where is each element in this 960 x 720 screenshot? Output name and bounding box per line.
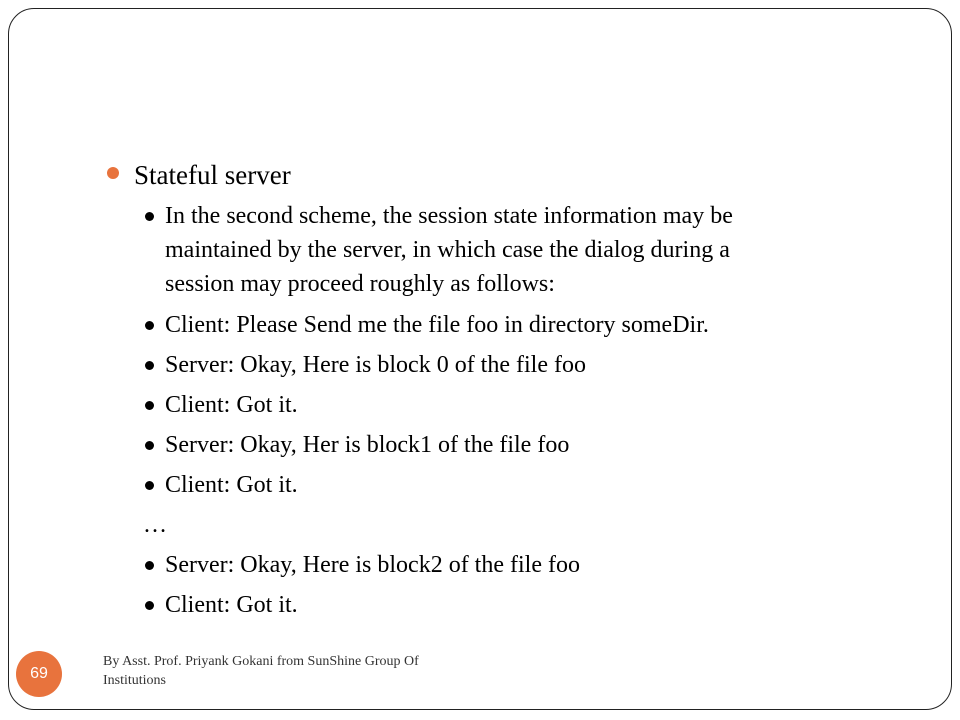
- bullet-icon: [145, 212, 154, 221]
- bullet-icon: [107, 167, 119, 179]
- ellipsis-item: …: [143, 512, 167, 538]
- list-item: Client: Got it.: [165, 592, 298, 618]
- bullet-icon: [145, 481, 154, 490]
- footer-credit: [103, 652, 523, 690]
- footer-credit-line: By Asst. Prof. Priyank Gokani from SunShine Group Of: [103, 654, 419, 669]
- bullet-icon: [145, 561, 154, 570]
- bullet-icon: [145, 441, 154, 450]
- list-item: Client: Please Send me the file foo in directory someDir.: [165, 312, 709, 338]
- footer-credit-line: Institutions: [103, 673, 167, 688]
- list-item-line: session may proceed roughly as follows:: [165, 271, 555, 297]
- page-number-badge: 69: [16, 651, 62, 697]
- bullet-icon: [145, 601, 154, 610]
- slide-heading: Stateful server: [134, 160, 291, 190]
- bullet-icon: [145, 361, 154, 370]
- list-item: Client: Got it.: [165, 392, 298, 418]
- list-item: Client: Got it.: [165, 472, 298, 498]
- list-item-line: maintained by the server, in which case the dialog during a: [165, 237, 730, 263]
- list-item-line: In the second scheme, the session state information may be: [165, 203, 733, 229]
- bullet-icon: [145, 401, 154, 410]
- list-item: Server: Okay, Here is block2 of the file foo: [165, 552, 580, 578]
- list-item: Server: Okay, Here is block 0 of the file foo: [165, 352, 586, 378]
- list-item: Server: Okay, Her is block1 of the file foo: [165, 432, 570, 458]
- bullet-icon: [145, 321, 154, 330]
